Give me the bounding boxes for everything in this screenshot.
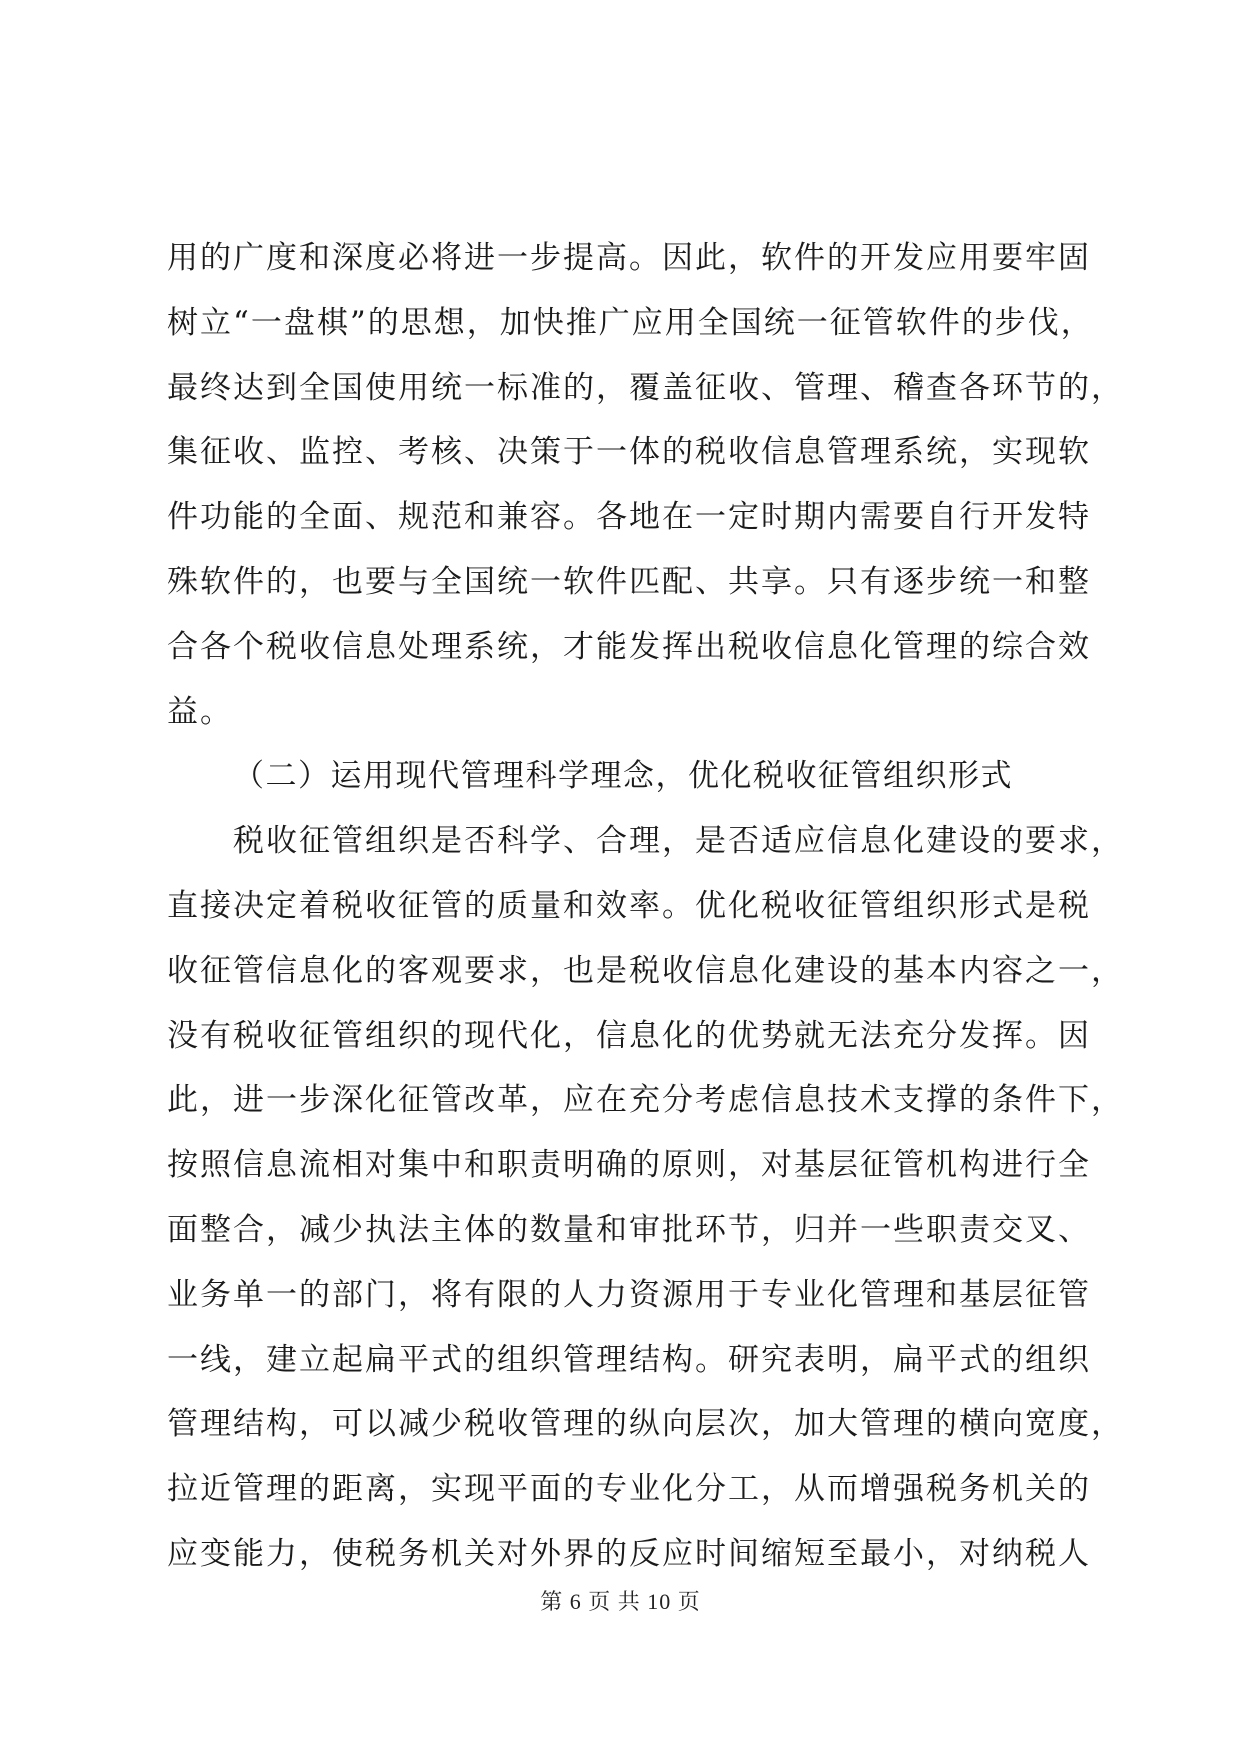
page-number-footer: 第 6 页 共 10 页 xyxy=(540,1589,701,1614)
text-line: 没有税收征管组织的现代化，信息化的优势就无法充分发挥。因 xyxy=(167,1017,1091,1054)
text-line: 拉近管理的距离，实现平面的专业化分工，从而增强税务机关的 xyxy=(167,1471,1091,1508)
text-line: 应变能力，使税务机关对外界的反应时间缩短至最小，对纳税人 xyxy=(167,1535,1091,1572)
text-line: 业务单一的部门，将有限的人力资源用于专业化管理和基层征管 xyxy=(167,1276,1091,1313)
text-line: 按照信息流相对集中和职责明确的原则，对基层征管机构进行全 xyxy=(167,1147,1091,1184)
text-line: 直接决定着税收征管的质量和效率。优化税收征管组织形式是税 xyxy=(167,887,1091,924)
text-line: 件功能的全面、规范和兼容。各地在一定时期内需要自行开发特 xyxy=(167,499,1091,536)
text-line: 此，进一步深化征管改革，应在充分考虑信息技术支撑的条件下， xyxy=(167,1082,1124,1119)
text-line: 最终达到全国使用统一标准的，覆盖征收、管理、稽查各环节的， xyxy=(167,369,1124,406)
section-heading: （二）运用现代管理科学理念，优化税收征管组织形式 xyxy=(233,758,1013,795)
text-line: 树立“一盘棋”的思想，加快推广应用全国统一征管软件的步伐， xyxy=(167,304,1094,341)
text-line: 益。 xyxy=(167,693,233,730)
text-line: 用的广度和深度必将进一步提高。因此，软件的开发应用要牢固 xyxy=(167,240,1091,276)
text-line: 集征收、监控、考核、决策于一体的税收信息管理系统，实现软 xyxy=(167,434,1091,471)
text-line: 收征管信息化的客观要求，也是税收信息化建设的基本内容之一， xyxy=(167,952,1124,989)
text-line: 合各个税收信息处理系统，才能发挥出税收信息化管理的综合效 xyxy=(167,628,1091,665)
text-line: 税收征管组织是否科学、合理，是否适应信息化建设的要求， xyxy=(233,823,1124,860)
text-line: 一线，建立起扁平式的组织管理结构。研究表明，扁平式的组织 xyxy=(167,1341,1091,1378)
text-line: 管理结构，可以减少税收管理的纵向层次，加大管理的横向宽度， xyxy=(167,1406,1124,1443)
text-line: 面整合，减少执法主体的数量和审批环节，归并一些职责交叉、 xyxy=(167,1211,1091,1248)
text-line: 殊软件的，也要与全国统一软件匹配、共享。只有逐步统一和整 xyxy=(167,563,1091,600)
body-text xyxy=(167,226,1124,1587)
